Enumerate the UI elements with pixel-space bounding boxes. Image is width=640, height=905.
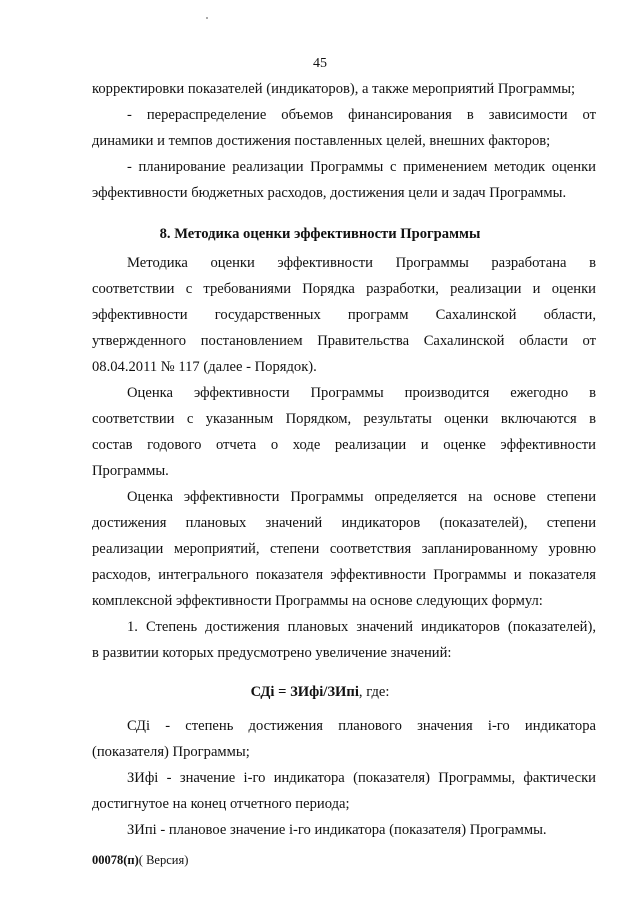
paragraph-line: комплексной эффективности Программы на основе следующих формул: xyxy=(92,593,543,609)
paragraph-line: 1. Степень достижения плановых значений индикаторов (показателей), xyxy=(127,619,596,635)
document-code-number: 00078(п) xyxy=(92,853,139,867)
definition-line: (показателя) Программы; xyxy=(92,744,250,760)
bullet-line: - перераспределение объемов финансирования в зависимости от xyxy=(127,107,596,123)
definition-line: достигнутое на конец отчетного периода; xyxy=(92,796,350,812)
section-heading: 8. Методика оценки эффективности Программы xyxy=(159,226,481,242)
formula-expression: СДі = ЗИфі/ЗИпі xyxy=(250,684,359,700)
definition-line: СДі - степень достижения планового значения і-го индикатора xyxy=(127,718,596,734)
document-code xyxy=(92,853,188,868)
formula xyxy=(0,684,640,701)
scan-speck xyxy=(206,17,208,19)
formula-suffix: , где: xyxy=(358,684,390,700)
paragraph-line: эффективности государственных программ Сахалинской области, xyxy=(92,307,596,323)
paragraph-line: соответствии с указанным Порядком, результаты оценки включаются в xyxy=(92,411,596,427)
paragraph-line: достижения плановых значений индикаторов (показателей), степени xyxy=(92,515,596,531)
paragraph-line: Программы. xyxy=(92,463,169,479)
paragraph-line: утвержденного постановлением Правительства Сахалинской области от xyxy=(92,333,596,349)
paragraph-line: расходов, интегрального показателя эффективности Программы и показателя xyxy=(92,567,596,583)
paragraph-line: 08.04.2011 № 117 (далее - Порядок). xyxy=(92,359,317,375)
definition-line: ЗИфі - значение і-го индикатора (показателя) Программы, фактически xyxy=(127,770,596,786)
definition-line: ЗИпі - плановое значение і-го индикатора (показателя) Программы. xyxy=(127,822,547,838)
bullet-line: - планирование реализации Программы с применением методик оценки xyxy=(127,159,596,175)
paragraph-line: соответствии с требованиями Порядка разработки, реализации и оценки xyxy=(92,281,596,297)
page-number: 45 xyxy=(313,56,327,71)
text-line: динамики и темпов достижения поставленных целей, внешних факторов; xyxy=(92,133,551,149)
text-line: корректировки показателей (индикаторов), а также мероприятий Программы; xyxy=(92,81,576,97)
paragraph-line: состав годового отчета о ходе реализации и оценке эффективности xyxy=(92,437,596,453)
paragraph-line: реализации мероприятий, степени соответствия запланированному уровню xyxy=(92,541,596,557)
paragraph-line: Оценка эффективности Программы производится ежегодно в xyxy=(127,385,596,401)
paragraph-line: Оценка эффективности Программы определяется на основе степени xyxy=(127,489,596,505)
paragraph-line: Методика оценки эффективности Программы разработана в xyxy=(127,255,596,271)
document-code-version: ( Версия) xyxy=(138,853,189,867)
paragraph-line: в развитии которых предусмотрено увеличение значений: xyxy=(92,645,452,661)
text-line: эффективности бюджетных расходов, достижения цели и задач Программы. xyxy=(92,185,567,201)
